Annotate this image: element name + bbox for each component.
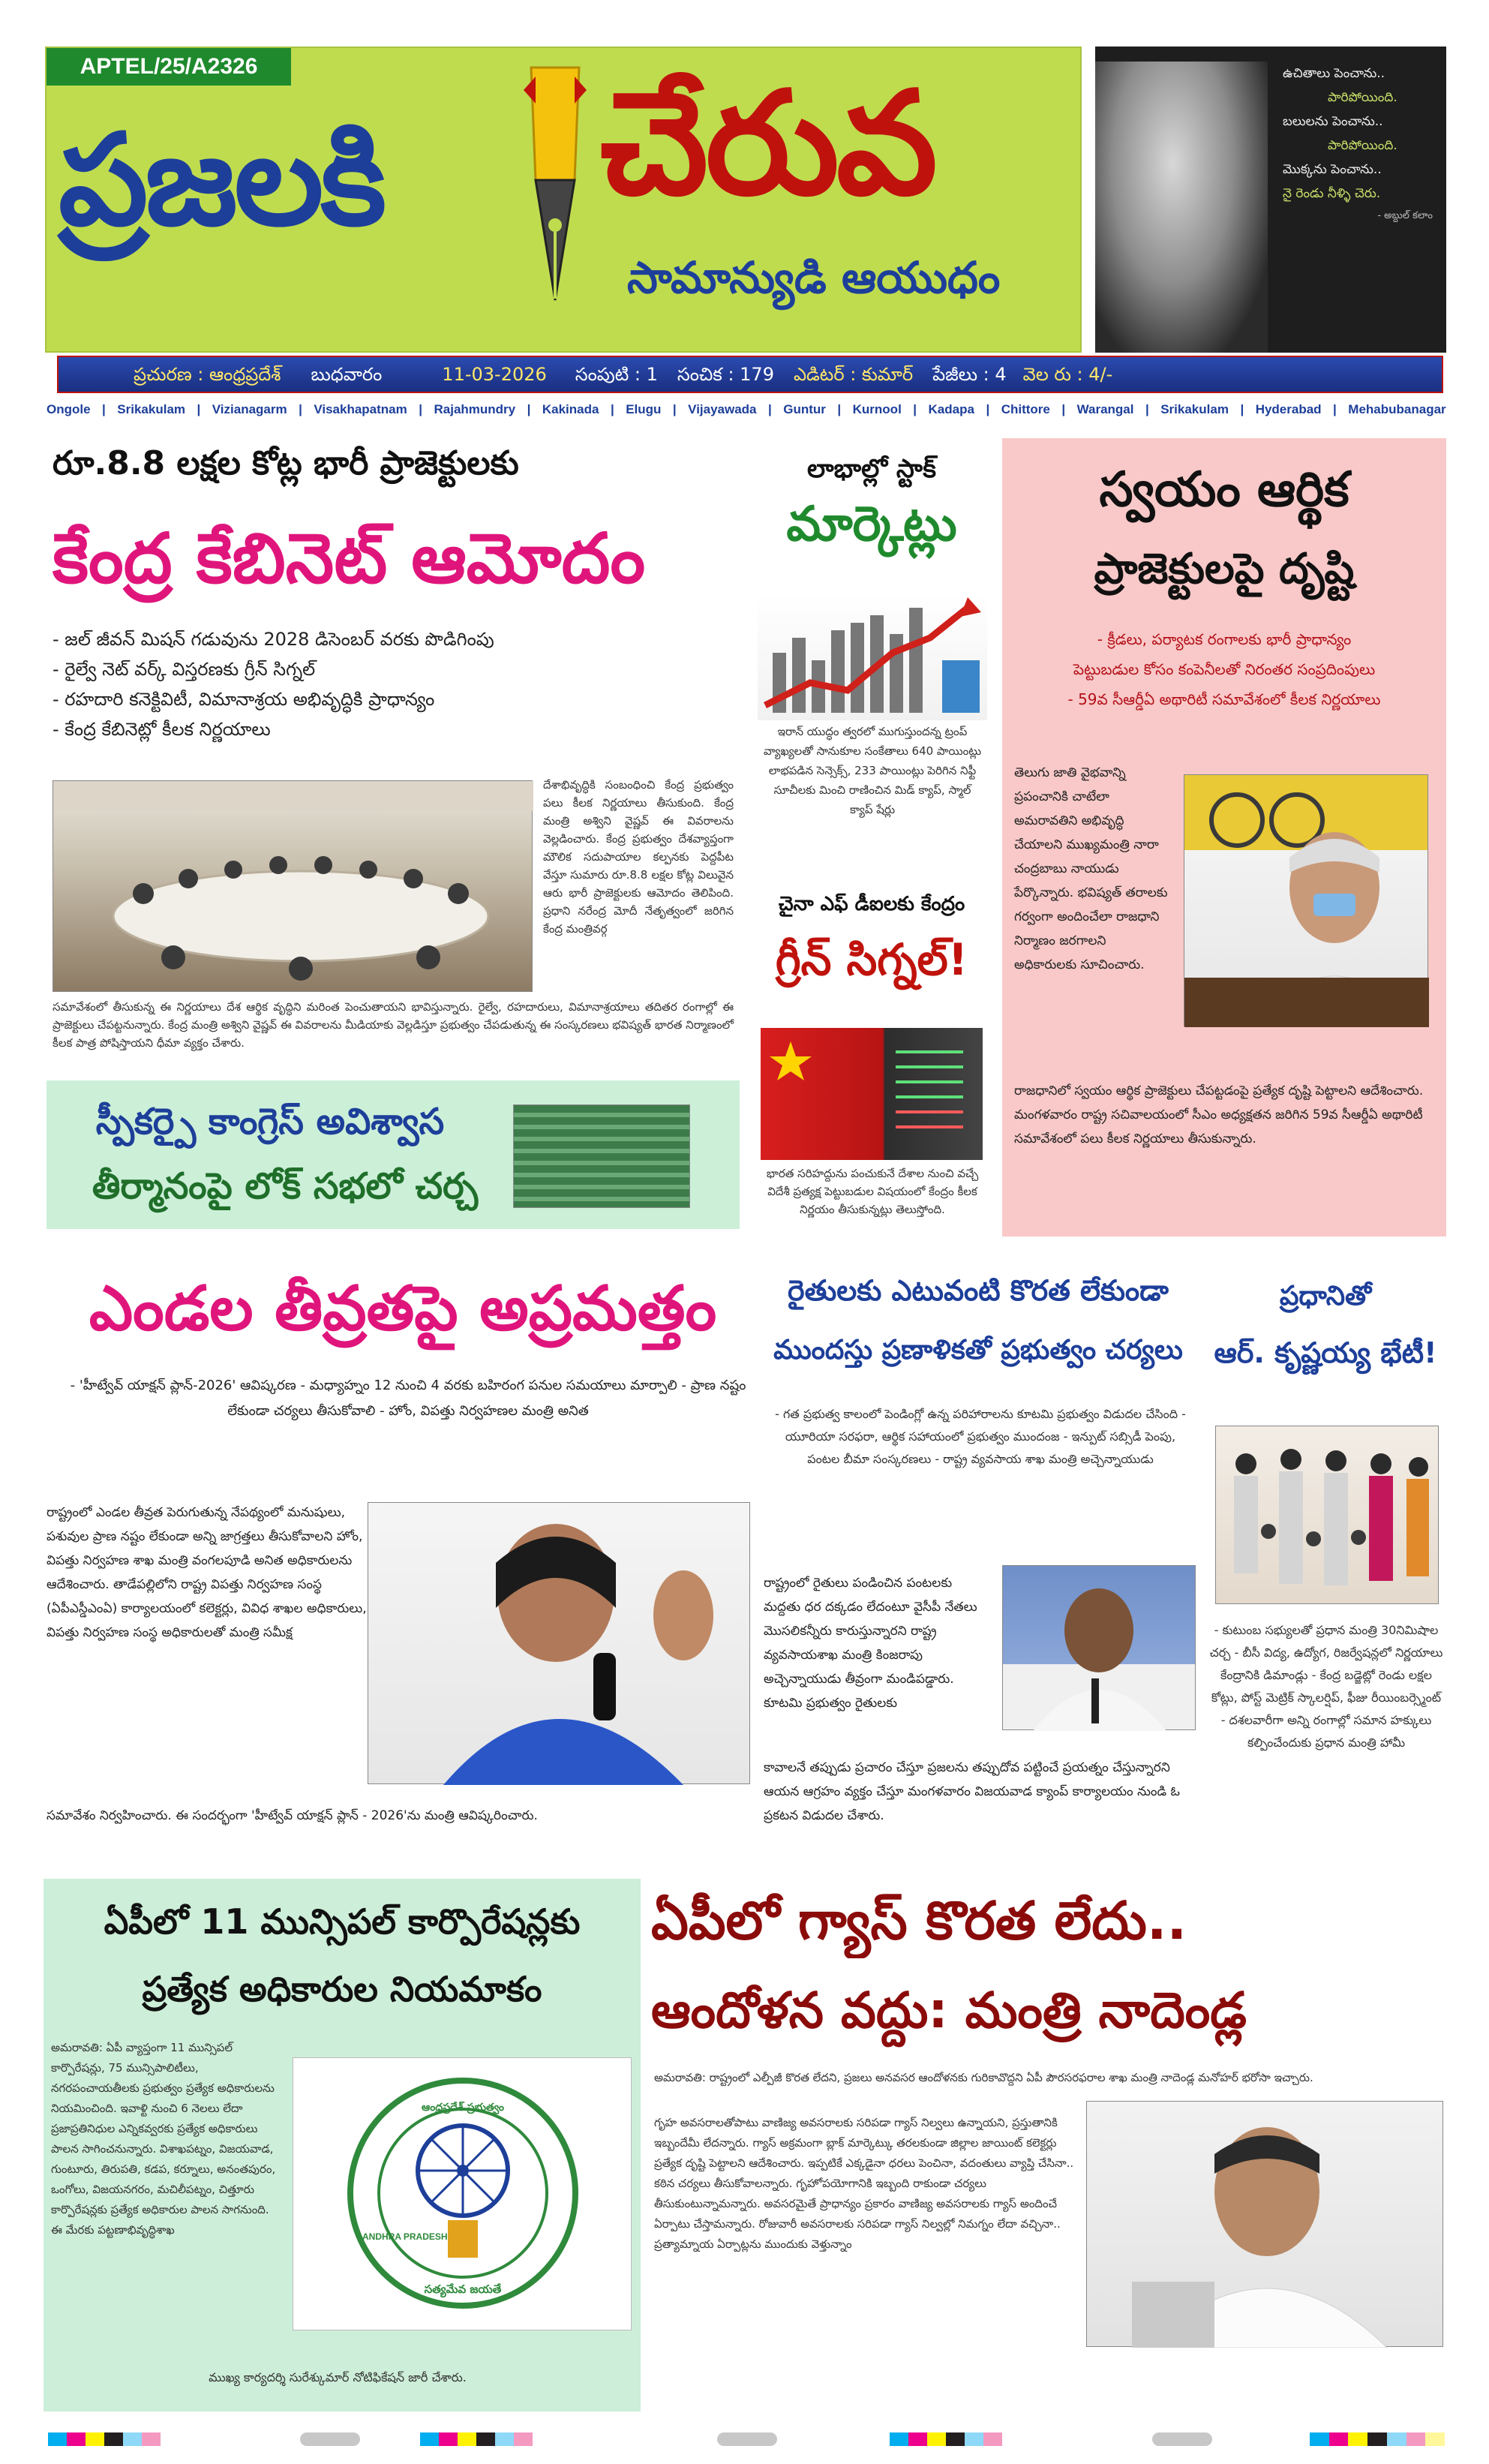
quote-line: పారిపోయింది. <box>1328 138 1397 153</box>
city-link[interactable]: Chittore <box>1001 402 1050 416</box>
print-color-bar-left <box>48 2432 161 2446</box>
city-separator: | <box>1145 402 1149 416</box>
city-separator: | <box>768 402 772 416</box>
fdi-kicker: చైనా ఎఫ్ డీఐలకు కేంద్రం <box>778 893 965 915</box>
cm-headline-2: ప్రాజెక్టులపై దృష్టి <box>1094 545 1355 593</box>
city-separator: | <box>1333 402 1337 416</box>
minister-anitha-photo <box>368 1502 750 1784</box>
bullet-item: - క్రీడలు, పర్యాటక రంగాలకు భారీ ప్రాధాన్యం <box>1097 630 1352 648</box>
bullet-item: - 59వ సీఆర్డీఏ అథారిటీ సమావేశంలో కీలక నిర్ణయాలు <box>1067 690 1381 708</box>
farmers-headline-2: ముందస్తు ప్రణాళికతో ప్రభుత్వం చర్యలు <box>773 1335 1183 1366</box>
market-headline: మార్కెట్లు <box>786 497 957 552</box>
market-kicker: లాభాల్లో స్టాక్ <box>807 454 936 484</box>
fdi-body: భారత సరిహద్దును పంచుకునే దేశాల నుంచి వచ్చే విదేశీ ప్రత్యక్ష పెట్టుబడుల విషయంలో కేంద్రం కీలక నిర్ణయం తీసుకున్నట్లు తెలుస్తోంది. <box>766 1167 979 1216</box>
price-label: వెల రు : 4/- <box>1022 364 1113 385</box>
cm-photo <box>1184 774 1428 1026</box>
pm-meet-headline-1: ప్రధానితో <box>1279 1281 1372 1312</box>
kalam-quote-box <box>1095 47 1446 353</box>
city-separator: | <box>419 402 423 416</box>
pm-meet-headline-2: ఆర్. కృష్ణయ్య భేటీ! <box>1214 1336 1437 1369</box>
print-color-bar-mid <box>420 2432 533 2446</box>
quote-line: ఉచితాలు పెంచాను.. <box>1283 66 1385 81</box>
city-separator: | <box>1061 402 1066 416</box>
fdi-headline: గ్రీన్ సిగ్నల్! <box>775 934 968 985</box>
cabinet-body-side: దేశాభివృద్ధికి సంబంధించి కేంద్ర ప్రభుత్వం పలు కీలక నిర్ణయాలు తీసుకుంది. కేంద్ర మంత్రి అశ్విని వైష్ణవ్ ఈ వివరాలను వెల్లడించారు. కేంద్ర ప్రభుత్వం దేశవ్యాప్తంగా మౌలిక సదుపాయాల కల్పనకు పెద్దపీట వేస్తూ సుమారు రూ.8.8 లక్షల కోట్ల విలువైన ఆరు భారీ ప్రాజెక్టులకు ఆమోదం తెలిపింది. ప్రధాని నరేంద్ర మోదీ నేతృత్వంలో జరిగిన కేంద్ర మంత్రివర్గ <box>543 778 734 936</box>
heat-subhead: - 'హీట్వేవ్ యాక్షన్ ప్లాన్-2026' ఆవిష్కరణ - మధ్యాహ్నం 12 నుంచి 4 వరకు బహిరంగ పనుల సమయాలు మార్పాలి - ప్రాణ నష్టం లేకుండా చర్యలు తీసుకోవాలి - హోం, విపత్తు నిర్వహణల మంత్రి అనిత <box>70 1378 746 1419</box>
stock-chart-illustration <box>758 593 987 720</box>
gas-body-side: గృహ అవసరాలతోపాటు వాణిజ్య అవసరాలకు సరిపడా గ్యాస్ నిల్వలు ఉన్నాయని, ప్రస్తుతానికి ఇబ్బందేమీ లేదన్నారు. గ్యాస్ అక్రమంగా బ్లాక్ మార్కెట్కు తరలకుండా జిల్లాల జాయింట్ కలెక్టర్లు ప్రత్యేక దృష్టి పెట్టాలని ఆదేశించారు. ఇప్పటికే ఎక్కడైనా ధరలు పెంచినా, వదంతులు వ్యాప్తి చేసినా.. కఠిన చర్యలు తీసుకోవాలన్నారు. గృహోపయోగానికి ఇబ్బంది రాకుండా చర్యలు తీసుకుంటున్నామన్నారు. అవసరమైతే ప్రాధాన్యం ప్రకారం వాణిజ్య అవసరాలకు గ్యాస్ అందించే ఏర్పాటు చేస్తామన్నారు. రోజువారీ అవసరాలకు సరిపడా గ్యాస్ నిల్వల్లో నిమగ్నం లేదా వచ్చినా.. ప్రత్యామ్నాయ ఏర్పాట్లను ముందుకు వెళ్తున్నాం <box>654 2116 1074 2251</box>
city-strip <box>47 396 1446 423</box>
cabinet-headline: కేంద్ర కేబినెట్ ఆమోదం <box>53 518 646 599</box>
pm-family-photo <box>1215 1426 1439 1604</box>
editor-label: ఎడిటర్ : కుమార్ <box>793 364 914 385</box>
city-link[interactable]: Hyderabad <box>1255 402 1322 416</box>
quote-line: బలులను పెంచాను.. <box>1283 114 1383 129</box>
city-separator: | <box>913 402 917 416</box>
city-link[interactable]: Kadapa <box>928 402 974 416</box>
registration-number: APTEL/25/A2326 <box>47 48 291 86</box>
city-link[interactable]: Srikakulam <box>117 402 186 416</box>
minister-nadendla-photo <box>1086 2101 1443 2347</box>
cabinet-bullets <box>53 624 728 752</box>
city-link[interactable]: Mehabubanagar <box>1348 402 1446 416</box>
farmers-headline-1: రైతులకు ఎటువంటి కొరత లేకుండా <box>788 1274 1169 1307</box>
cabinet-body-bottom: సమావేశంలో తీసుకున్న ఈ నిర్ణయాలు దేశ ఆర్థిక వృద్ధిని మరింత పెంచుతాయని భావిస్తున్నారు. రైల్వే, రహదారులు, విమానాశ్రయాలు తదితర రంగాల్లో ఈ ప్రాజెక్టులు చేపట్టనున్నారు. కేంద్ర మంత్రి అశ్విని వైష్ణవ్ ఈ వివరాలను మీడియాకు వెల్లడిస్తూ ప్రభుత్వం చేపడుతున్న ఈ సంస్కరణలు భవిష్యత్ భారత నిర్మాణంలో కీలక పాత్ర పోషిస్తాయని ధీమా వ్యక్తం చేశారు. <box>53 1000 734 1050</box>
gas-headline-1: ఏపీలో గ్యాస్ కొరత లేదు.. <box>651 1890 1187 1952</box>
print-pill-mark <box>717 2432 777 2446</box>
municipal-body-side: అమరావతి: ఏపీ వ్యాప్తంగా 11 మున్సిపల్ కార్పొరేషన్లు, 75 మున్సిపాలిటీలు, నగరపంచాయతీలకు ప్రభుత్వం ప్రత్యేక అధికారులను నియమించింది. ఇవాళ్టి నుంచి 6 నెలలు లేదా ప్రజాప్రతినిధుల ఎన్నికవ్వరకు ప్రత్యేక అధికారులు పాలన సాగించనున్నారు. విశాఖపట్నం, విజయవాడ, గుంటూరు, తిరుపతి, కడప, కర్నూలు, అనంతపురం, ఒంగోలు, విజయనగరం, మచిలీపట్నం, చిత్తూరు కార్పొరేషన్లకు ప్రత్యేక అధికారుల పాలన సాగనుంది. ఈ మేరకు పట్టణాభివృద్ధిశాఖ <box>51 2041 276 2237</box>
city-separator: | <box>299 402 302 416</box>
municipal-headline-1: ఏపీలో 11 మున్సిపల్ కార్పొరేషన్లకు <box>104 1901 581 1942</box>
issue-label: సంచిక : 179 <box>677 364 774 385</box>
cm-body-side: తెలుగు జాతి వైభవాన్ని ప్రపంచానికి చాటేలా అమరావతిని అభివృద్ధి చేయాలని ముఖ్యమంత్రి నారా చంద్రబాబు నాయుడు పేర్కొన్నారు. భవిష్యత్ తరాలకు గర్వంగా అందించేలా రాజధాని నిర్మాణం జరగాలని అధికారులకు సూచించారు. <box>1014 765 1168 972</box>
heat-body-side: రాష్ట్రంలో ఎండల తీవ్రత పెరుగుతున్న నేపథ్యంలో మనుషులు, పశువుల ప్రాణ నష్టం లేకుండా అన్ని జాగ్రత్తలు తీసుకోవాలని హోం, విపత్తు నిర్వహణ శాఖ మంత్రి వంగలపూడి అనిత అధికారులను ఆదేశించారు. తాడేపల్లిలోని రాష్ట్ర విపత్తు నిర్వహణ సంస్థ (ఏపీఎస్డీఎంఏ) కార్యాలయంలో కలెక్టర్లు, వివిధ శాఖల అధికారులు, విపత్తు నిర్వహణ సంస్థ అధికారులతో మంత్రి సమీక్ష <box>47 1505 367 1640</box>
print-pill-mark <box>300 2432 360 2446</box>
masthead-tagline: సామాన్యుడి ఆయుధం <box>627 252 1001 303</box>
municipal-headline-2: ప్రత్యేక అధికారుల నియమాకం <box>142 1969 542 2009</box>
city-separator: | <box>1240 402 1244 416</box>
city-separator: | <box>672 402 677 416</box>
cm-bullets <box>1013 624 1436 729</box>
city-link[interactable]: Kurnool <box>852 402 902 416</box>
city-link[interactable]: Visakhapatnam <box>314 402 407 416</box>
heat-headline: ఎండల తీవ్రతపై అప్రమత్తం <box>89 1273 717 1345</box>
city-link[interactable]: Srikakulam <box>1160 402 1229 416</box>
city-separator: | <box>527 402 531 416</box>
city-separator: | <box>837 402 842 416</box>
bullet-item: - రైల్వే నెట్ వర్క్ విస్తరణకు గ్రీన్ సిగ్నల్ <box>53 659 316 680</box>
seal-bottom-text: సత్యమేవ జయతే <box>424 2282 502 2296</box>
masthead-title-left: ప్రజలకి <box>59 107 384 254</box>
city-link[interactable]: Warangal <box>1076 402 1134 416</box>
gas-body-top: అమరావతి: రాష్ట్రంలో ఎల్పీజీ కొరత లేదని, ప్రజలు అనవసర ఆందోళనకు గురికావొద్దని ఏపీ పౌరసరఫరాల శాఖ మంత్రి నాదెండ్ల మనోహర్ భరోసా ఇచ్చారు. <box>654 2071 1313 2084</box>
bullet-item: - రహదారి కనెక్టివిటీ, విమానాశ్రయ అభివృద్ధికి ప్రాధాన్యం <box>53 689 435 710</box>
farmers-body-side: రాష్ట్రంలో రైతులు పండించిన పంటలకు మద్దతు ధర దక్కడం లేదంటూ వైసీపీ నేతలు మొసలికన్నీరు కారుస్తున్నారని రాష్ట్ర వ్యవసాయశాఖ మంత్రి కింజరాపు అచ్చెన్నాయుడు తీవ్రంగా మండిపడ్డారు. కూటమి ప్రభుత్వం రైతులకు <box>764 1576 977 1711</box>
city-separator: | <box>610 402 614 416</box>
city-separator: | <box>986 402 990 416</box>
cabinet-kicker: రూ.8.8 లక్షల కోట్ల భారీ ప్రాజెక్టులకు <box>53 444 519 482</box>
farmers-bullets: - గత ప్రభుత్వ కాలంలో పెండింగ్లో ఉన్న పరిహారాలను కూటమి ప్రభుత్వం విడుదల చేసింది - యూరియా సరఫరా, ఆర్థిక సహాయంలో ప్రభుత్వం ముందంజ - ఇన్పుట్ సబ్సిడీ పెంపు, పంటల బీమా సంస్కరణలు - రాష్ట్ర వ్యవసాయ శాఖ మంత్రి అచ్చెన్నాయుడు <box>775 1407 1186 1466</box>
gas-headline-2: ఆందోళన వద్దు: మంత్రి నాదెండ్ల <box>651 1982 1247 2039</box>
pen-nib-logo <box>510 60 600 308</box>
lok-sabha-photo <box>513 1104 690 1208</box>
info-bar <box>57 356 1443 393</box>
ap-seal-card <box>293 2057 632 2330</box>
quote-line: మొక్కను పెంచాను.. <box>1283 162 1382 177</box>
city-separator: | <box>197 402 201 416</box>
minister-atchannaidu-photo <box>1002 1565 1196 1730</box>
city-link[interactable]: Vizianagarm <box>212 402 287 416</box>
print-color-bar-mid2 <box>890 2432 1002 2446</box>
date-label: 11-03-2026 <box>442 364 547 385</box>
speaker-headline-1: స్పీకర్పై కాంగ్రెస్ అవిశ్వాస <box>95 1101 445 1143</box>
city-link[interactable]: Elugu <box>626 402 662 416</box>
speaker-headline-2: తీర్మానంపై లోక్ సభలో చర్చ <box>92 1165 479 1207</box>
quote-line: పారిపోయింది. <box>1328 90 1397 105</box>
farmers-body-bottom: కావాలనే తప్పుడు ప్రచారం చేస్తూ ప్రజలను తప్పుదోవ పట్టించే ప్రయత్నం చేస్తున్నారని ఆయన ఆగ్రహం వ్యక్తం చేస్తూ మంగళవారం విజయవాడ క్యాంప్ కార్యాలయం నుండి ఓ ప్రకటన విడుదల చేశారు. <box>764 1760 1180 1823</box>
quote-line: నై రెండు నీళ్ళి చెరు. <box>1283 186 1381 201</box>
market-body: ఇరాన్ యుద్ధం త్వరలో ముగుస్తుందన్న ట్రంప్ వ్యాఖ్యలతో సానుకూల సంకేతాలు 640 పాయింట్లు లాభపడిన సెన్సెక్స్, 233 పాయింట్లు పెరిగిన నిఫ్టీ సూచీలకు మించి రాణించిన మిడ్ క్యాప్, స్మాల్ క్యాప్ షేర్లు <box>763 725 982 816</box>
bullet-item: - కేంద్ర కేబినెట్లో కీలక నిర్ణయాలు <box>53 719 271 740</box>
print-pill-mark <box>1152 2432 1212 2446</box>
city-link[interactable]: Kakinada <box>542 402 599 416</box>
seal-side-text: ANDHRA PRADESH <box>362 2231 448 2242</box>
city-separator: | <box>102 402 106 416</box>
pages-label: పేజీలు : 4 <box>932 364 1007 385</box>
cabinet-meeting-photo <box>53 780 533 992</box>
day-label: బుధవారం <box>311 364 383 385</box>
cm-headline-1: స్వయం ఆర్థిక <box>1099 462 1349 518</box>
city-link[interactable]: Guntur <box>783 402 826 416</box>
volume-label: సంపుటి : 1 <box>575 364 658 385</box>
seal-top-text: ఆంధ్రప్రదేశ్ ప్రభుత్వం <box>422 2102 504 2114</box>
city-link[interactable]: Rajahmundry <box>434 402 516 416</box>
bullet-item: పెట్టుబడుల కోసం కంపెనీలతో నిరంతర సంప్రదింపులు <box>1073 660 1376 678</box>
city-link[interactable]: Ongole <box>47 402 91 416</box>
heat-body-bottom: సమావేశం నిర్వహించారు. ఈ సందర్భంగా 'హీట్వేవ్ యాక్షన్ ప్లాన్ - 2026'ను మంత్రి ఆవిష్కరించారు. <box>47 1808 538 1823</box>
cm-body-bottom: రాజధానిలో స్వయం ఆర్థిక ప్రాజెక్టులు చేపట్టడంపై ప్రత్యేక దృష్టి పెట్టాలని ఆదేశించారు. మంగళవారం రాష్ట్ర సచివాలయంలో సీఎం అధ్యక్షతన జరిగిన 59వ సీఆర్డీఏ అథారిటీ సమావేశంలో పలు కీలక నిర్ణయాలు తీసుకున్నారు. <box>1014 1083 1424 1146</box>
pm-meet-body: - కుటుంబ సభ్యులతో ప్రధాన మంత్రి 30నిమిషాల చర్చ - బీసీ విద్య, ఉద్యోగ, రిజర్వేషన్లలో నిర్ణయాలు కేంద్రానికి డిమాండ్లు - కేంద్ర బడ్జెట్లో రెండు లక్షల కోట్లు, పోస్ట్ మెట్రిక్ స్కాలర్షిప్, ఫీజు రీయింబర్స్మెంట్ - దశలవారీగా అన్ని రంగాల్లో సమాన హక్కులు కల్పించేందుకు ప్రధాన మంత్రి హామీ <box>1209 1623 1443 1750</box>
masthead-title-right: చేరువ <box>600 61 935 227</box>
bullet-item: - జల్ జీవన్ మిషన్ గడువును 2028 డిసెంబర్ వరకు పొడిగింపు <box>53 629 494 650</box>
publication-label: ప్రచురణ : ఆంధ్రప్రదేశ్ <box>134 364 281 385</box>
municipal-body-bottom: ముఖ్య కార్యదర్శి సురేశ్కుమార్ నోటిఫికేషన్ జారీ చేశారు. <box>209 2370 467 2384</box>
kalam-portrait <box>1095 62 1268 353</box>
china-flag-illustration <box>761 1028 983 1160</box>
print-color-bar-right <box>1310 2432 1445 2446</box>
city-link[interactable]: Vijayawada <box>688 402 757 416</box>
quote-signature: - అబ్దుల్ కలాం <box>1377 210 1433 221</box>
